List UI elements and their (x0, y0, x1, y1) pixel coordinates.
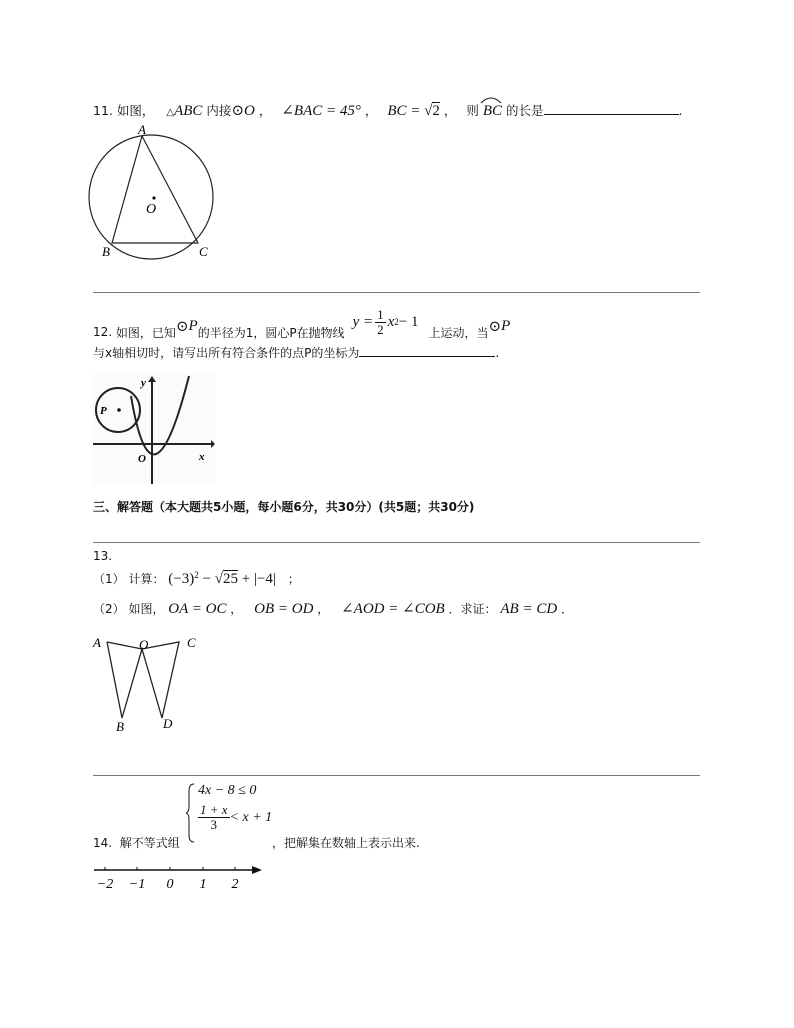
q11-sqrt-radicand: 2 (432, 103, 440, 119)
q14-tick-label-2: 0 (166, 877, 174, 892)
q12-p: P (188, 317, 198, 334)
q13-expr-1c: 25 (222, 571, 238, 587)
q13-number: 13. (93, 549, 113, 563)
q12-figure (93, 374, 215, 484)
q14-brace-icon (186, 783, 196, 843)
q11-triangle-symbol: △ (166, 107, 175, 118)
q12-eq-minus: − 1 (398, 313, 419, 330)
q12-line-2 (93, 344, 499, 361)
q12-text-1: 如图，已知 (115, 325, 176, 340)
q13-cond-4: AB = CD (500, 601, 558, 617)
q11-sep-2: ， (364, 103, 378, 118)
q13-part-1-label: （1） 计算： (93, 572, 165, 586)
q13-expr-1d: + |−4| (237, 571, 276, 587)
q11-label-c: C (199, 244, 208, 259)
q12-number: 12. (93, 325, 113, 339)
q11-circle-symbol: ⊙ (231, 103, 245, 119)
q12-p-2: P (501, 317, 511, 334)
q13-part-1-end: ； (287, 572, 300, 586)
q12-frac-den: 2 (377, 321, 384, 337)
divider-2 (93, 542, 700, 543)
q14-text-2: ，把解集在数轴上表示出来. (272, 836, 420, 850)
q13-sep-3: ．求证： (448, 602, 497, 616)
q14-frac-num: 1 + x (200, 802, 228, 817)
q12-end: . (495, 346, 500, 360)
q12-label-o: O (138, 453, 146, 465)
q13-expr-1-sup: 2 (194, 570, 199, 580)
q11-label-a: A (138, 122, 146, 137)
q13-label-a: A (93, 635, 101, 650)
q13-sep-2: ， (317, 602, 330, 616)
q11-figure (85, 122, 235, 264)
q12-parabola-equation (353, 308, 419, 337)
q14-number: 14. (93, 836, 113, 850)
q12-line-2-text: 与x轴相切时，请写出所有符合条件的点P的坐标为 (93, 346, 360, 360)
sqrt-sign: √ (424, 103, 433, 119)
q13-part-1 (93, 570, 300, 588)
q11-number: 11. (93, 103, 113, 118)
q13-part-2 (93, 599, 573, 618)
q12-eq-x: x (387, 313, 395, 330)
q11-label-b: B (102, 244, 110, 259)
q12-label-p: P (100, 405, 107, 417)
q14-inequality-2-rest: < x + 1 (229, 809, 273, 825)
q11-sep-1: ， (258, 103, 272, 118)
q13-label-c: C (187, 635, 196, 650)
q14-tick-label-3: 1 (199, 877, 207, 892)
q11-arc-bc: BC (482, 103, 503, 119)
q14-tick-label-0: −2 (96, 877, 114, 892)
q13-part-2-end: ． (561, 602, 574, 616)
q12-circle-symbol: ⊙ (175, 318, 189, 335)
q13-expr-1b: − (198, 571, 215, 587)
q14-inequality-1: 4x − 8 ≤ 0 (198, 783, 257, 798)
q11-answer-blank[interactable] (544, 114, 679, 115)
q12-frac-num: 1 (377, 306, 384, 322)
q13-part-2-label: （2） 如图， (93, 602, 165, 616)
divider-3 (93, 775, 700, 776)
q13-cond-2: OB = OD (254, 601, 314, 617)
q11-abc: ABC (174, 103, 203, 119)
q13-sep-1: ， (230, 602, 243, 616)
q11-text-2: 内接 (206, 103, 232, 118)
q12-eq-sup: 2 (394, 317, 399, 327)
section-3-title: 三、解答题（本大题共5小题，每小题6分，共30分）(共5题；共30分) (93, 500, 475, 514)
q14-text-1: 解不等式组 (119, 836, 180, 850)
q12-text-2: 的半径为1，圆心P在抛物线 (197, 325, 345, 340)
q12-text-3: 上运动，当 (428, 325, 489, 340)
q11-sep-3: ， (443, 103, 457, 118)
q11-text-4: 的长是 (506, 103, 544, 118)
q13-figure (88, 630, 208, 735)
q14-frac-den: 3 (210, 817, 218, 832)
q11-text-1: 如图， (116, 103, 155, 118)
q12-label-x: x (199, 451, 205, 463)
q12-answer-blank[interactable] (359, 356, 495, 357)
q13-label-d: D (163, 716, 173, 731)
q14-number-line (92, 858, 267, 894)
q12-eq-y: y = (352, 313, 374, 330)
q11-label-o: O (146, 202, 157, 217)
q11-angle: ∠BAC = 45° (281, 103, 361, 119)
q13-label-o: O (139, 637, 149, 652)
q12-fraction (375, 308, 386, 337)
q13-cond-3: ∠AOD = ∠COB (341, 601, 445, 617)
q14-fraction (198, 803, 230, 832)
q11-text-3: 则 (466, 103, 479, 118)
q13-expr-1a: (−3) (168, 571, 195, 587)
divider-1 (93, 292, 700, 293)
q14-tick-label-4: 2 (231, 877, 239, 892)
q14-tick-label-1: −1 (128, 877, 146, 892)
q11-end: . (678, 103, 683, 118)
q13-label-b: B (116, 719, 124, 734)
q11-text (93, 101, 683, 120)
q11-o: O (244, 103, 255, 119)
q11-arc-mark-icon (479, 94, 503, 104)
q12-label-y: y (141, 377, 146, 389)
q13-cond-1: OA = OC (168, 601, 227, 617)
q14-inequality-2 (198, 803, 272, 832)
q12-circle-symbol-2: ⊙ (488, 318, 502, 335)
q14-number-text (93, 834, 180, 851)
q11-bc: BC = (387, 103, 425, 119)
sqrt-sign: √ (214, 571, 223, 587)
